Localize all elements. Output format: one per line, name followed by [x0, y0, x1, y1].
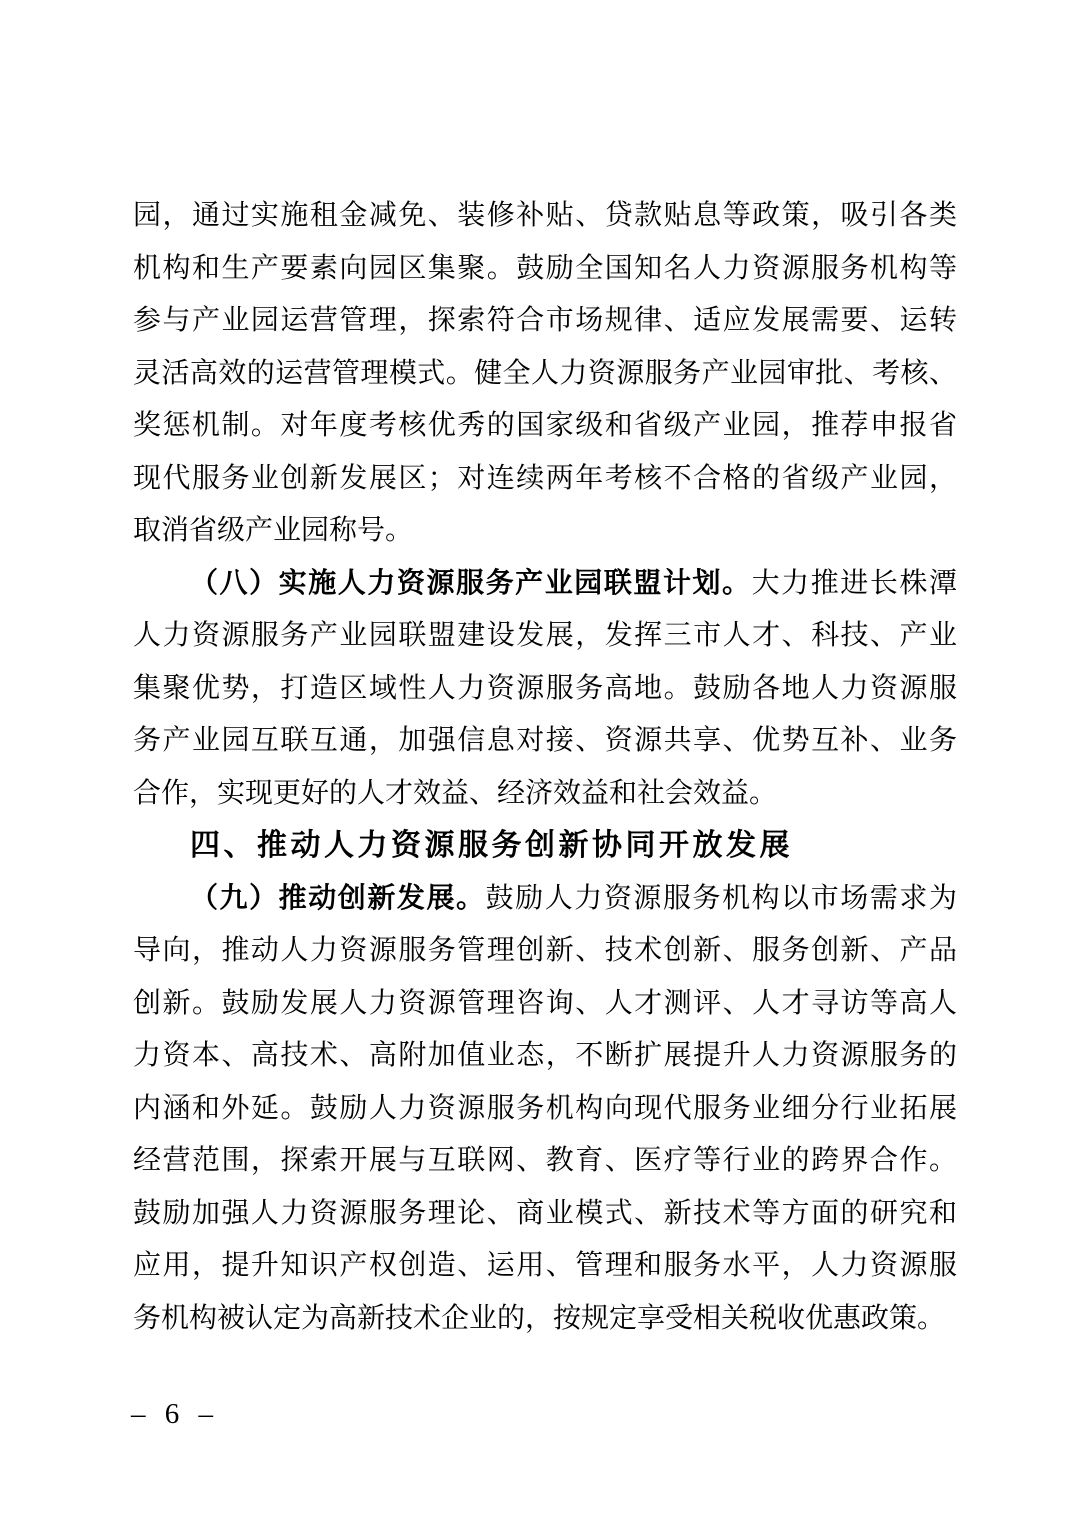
text-line — [133, 243, 957, 296]
line-rest: 机构和生产要素向园区集聚。鼓励全国知名人力资源服务机构等 — [133, 252, 957, 284]
text-block — [133, 190, 957, 1345]
text-line — [133, 1135, 957, 1188]
text-line — [133, 768, 957, 821]
text-line — [133, 1293, 957, 1346]
line-lead: （九）推动创新发展。 — [190, 882, 486, 914]
text-line — [133, 663, 957, 716]
line-rest: 经营范围，探索开展与互联网、教育、医疗等行业的跨界合作。 — [133, 1145, 957, 1176]
line-rest: 取消省级产业园称号。 — [133, 515, 414, 546]
line-rest: 导向，推动人力资源服务管理创新、技术创新、服务创新、产品 — [133, 935, 957, 966]
line-rest: 务产业园互联互通，加强信息对接、资源共享、优势互补、业务 — [133, 725, 957, 756]
text-line — [133, 558, 957, 611]
line-rest: 应用，提升知识产权创造、运用、管理和服务水平，人力资源服 — [133, 1250, 957, 1281]
line-rest: 园，通过实施租金减免、装修补贴、贷款贴息等政策，吸引各类 — [133, 200, 957, 231]
text-line — [133, 610, 957, 663]
line-rest: 务机构被认定为高新技术企业的，按规定享受相关税收优惠政策。 — [133, 1302, 946, 1334]
text-line — [133, 925, 957, 978]
text-line — [133, 453, 957, 506]
text-line — [133, 348, 957, 401]
line-rest: 四、推动人力资源服务创新协同开放发展 — [190, 829, 793, 862]
text-line — [133, 978, 957, 1031]
line-rest: 创新。鼓励发展人力资源管理咨询、人才测评、人才寻访等高人 — [133, 987, 957, 1019]
line-rest: 奖惩机制。对年度考核优秀的国家级和省级产业园，推荐申报省 — [133, 410, 957, 441]
line-rest: 力资本、高技术、高附加值业态，不断扩展提升人力资源服务的 — [133, 1040, 957, 1071]
text-line — [133, 1240, 957, 1293]
line-rest: 内涵和外延。鼓励人力资源服务机构向现代服务业细分行业拓展 — [133, 1092, 957, 1124]
text-line — [133, 295, 957, 348]
line-rest: 参与产业园运营管理，探索符合市场规律、适应发展需要、运转 — [133, 305, 957, 336]
text-line — [133, 1188, 957, 1241]
text-line — [133, 1083, 957, 1136]
line-lead: （八）实施人力资源服务产业园联盟计划。 — [190, 567, 752, 599]
text-line — [133, 873, 957, 926]
line-rest: 人力资源服务产业园联盟建设发展，发挥三市人才、科技、产业 — [133, 620, 957, 651]
text-line — [133, 190, 957, 243]
line-rest: 集聚优势，打造区域性人力资源服务高地。鼓励各地人力资源服 — [133, 672, 957, 704]
text-line — [133, 400, 957, 453]
line-rest: 鼓励人力资源服务机构以市场需求为 — [485, 882, 957, 914]
line-rest: 合作，实现更好的人才效益、经济效益和社会效益。 — [133, 777, 778, 809]
text-line — [133, 1030, 957, 1083]
text-line — [133, 505, 957, 558]
text-line — [133, 715, 957, 768]
line-rest: 现代服务业创新发展区；对连续两年考核不合格的省级产业园， — [133, 462, 957, 494]
line-rest: 大力推进长株潭 — [751, 567, 957, 599]
text-line — [133, 820, 957, 873]
line-rest: 鼓励加强人力资源服务理论、商业模式、新技术等方面的研究和 — [133, 1197, 957, 1229]
line-rest: 灵活高效的运营管理模式。健全人力资源服务产业园审批、考核、 — [133, 357, 957, 389]
page-number: – 6 – — [131, 1398, 219, 1430]
